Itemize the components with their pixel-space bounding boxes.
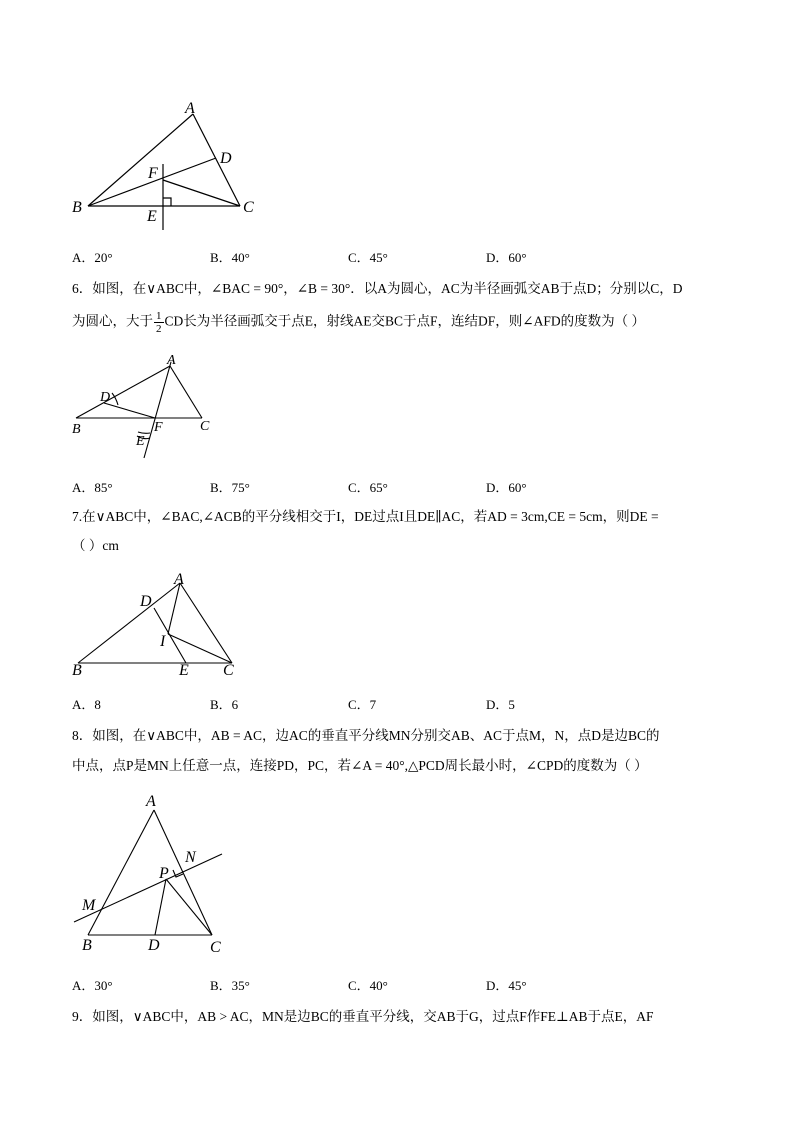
option-c[interactable]: C．7 bbox=[348, 697, 377, 712]
label-I: I bbox=[160, 633, 166, 650]
figure-q5 bbox=[60, 100, 280, 240]
fraction-denominator: 2 bbox=[156, 323, 162, 335]
label-M: M bbox=[82, 897, 96, 914]
label-C: C bbox=[200, 419, 210, 434]
label-P: P bbox=[159, 865, 169, 882]
label-F: F bbox=[148, 165, 158, 182]
label-C: C bbox=[223, 662, 234, 679]
option-a[interactable]: A．20° bbox=[72, 250, 113, 265]
figure-q8 bbox=[60, 790, 240, 960]
question-8-line-1: 8．如图，在∨ABC中，AB = AC，边AC的垂直平分线MN分别交AB、AC于点M，N，点D是边BC的 bbox=[72, 728, 660, 743]
option-a[interactable]: A．8 bbox=[72, 697, 101, 712]
label-D: D bbox=[140, 593, 152, 610]
option-b[interactable]: B．35° bbox=[210, 978, 250, 993]
question-9-line-1: 9．如图，∨ABC中，AB > AC，MN是边BC的垂直平分线，交AB于G，过点F作FE⊥AB于点E，AF bbox=[72, 1009, 654, 1024]
triangle-diagram-q8 bbox=[60, 790, 240, 960]
label-B: B bbox=[72, 199, 82, 216]
label-E: E bbox=[136, 434, 145, 449]
fraction-half bbox=[154, 310, 164, 335]
label-D: D bbox=[148, 937, 160, 954]
label-B: B bbox=[72, 662, 82, 679]
option-b[interactable]: B．40° bbox=[210, 250, 250, 265]
figure-q6 bbox=[60, 350, 230, 462]
label-N: N bbox=[185, 849, 196, 866]
question-7-line-2: （ ）cm bbox=[72, 538, 119, 553]
label-E: E bbox=[179, 662, 189, 679]
option-d[interactable]: D．60° bbox=[486, 250, 527, 265]
triangle-diagram-q5 bbox=[60, 100, 280, 240]
option-c[interactable]: C．40° bbox=[348, 978, 388, 993]
label-A: A bbox=[146, 793, 156, 810]
label-A: A bbox=[167, 353, 176, 368]
fraction-numerator: 1 bbox=[156, 310, 162, 322]
option-c[interactable]: C．45° bbox=[348, 250, 388, 265]
label-F: F bbox=[154, 420, 163, 435]
label-B: B bbox=[82, 937, 92, 954]
option-d[interactable]: D．60° bbox=[486, 480, 527, 495]
option-a[interactable]: A．85° bbox=[72, 480, 113, 495]
option-a[interactable]: A．30° bbox=[72, 978, 113, 993]
triangle-diagram-q7 bbox=[60, 568, 250, 686]
question-6-text-pre: 为圆心，大于 bbox=[72, 313, 153, 329]
label-D: D bbox=[220, 150, 232, 167]
question-6-line-2 bbox=[72, 310, 645, 335]
question-7-line-1: 7.在∨ABC中，∠BAC,∠ACB的平分线相交于I，DE过点I且DE∥AC，若AD = 3cm,CE = 5cm，则DE = bbox=[72, 509, 659, 524]
label-C: C bbox=[210, 939, 221, 956]
option-b[interactable]: B．6 bbox=[210, 697, 239, 712]
question-6-text-post: CD长为半径画弧交于点E，射线AE交BC于点F，连结DF，则∠AFD的度数为（ ） bbox=[164, 313, 645, 329]
question-6-line-1: 6．如图，在∨ABC中，∠BAC = 90°，∠B = 30°．以A为圆心，AC为半径画弧交AB于点D；分别以C，D bbox=[72, 281, 683, 296]
figure-q7 bbox=[60, 568, 250, 686]
option-d[interactable]: D．5 bbox=[486, 697, 515, 712]
option-b[interactable]: B．75° bbox=[210, 480, 250, 495]
option-c[interactable]: C．65° bbox=[348, 480, 388, 495]
question-8-line-2: 中点，点P是MN上任意一点，连接PD，PC，若∠A = 40°,△PCD周长最小时，∠CPD的度数为（ ） bbox=[72, 758, 648, 773]
label-C: C bbox=[243, 199, 254, 216]
label-A: A bbox=[174, 571, 184, 588]
option-d[interactable]: D．45° bbox=[486, 978, 527, 993]
label-B: B bbox=[72, 422, 81, 437]
label-A: A bbox=[185, 100, 195, 117]
triangle-diagram-q6 bbox=[60, 350, 230, 462]
label-D: D bbox=[100, 390, 111, 405]
label-E: E bbox=[147, 208, 157, 225]
